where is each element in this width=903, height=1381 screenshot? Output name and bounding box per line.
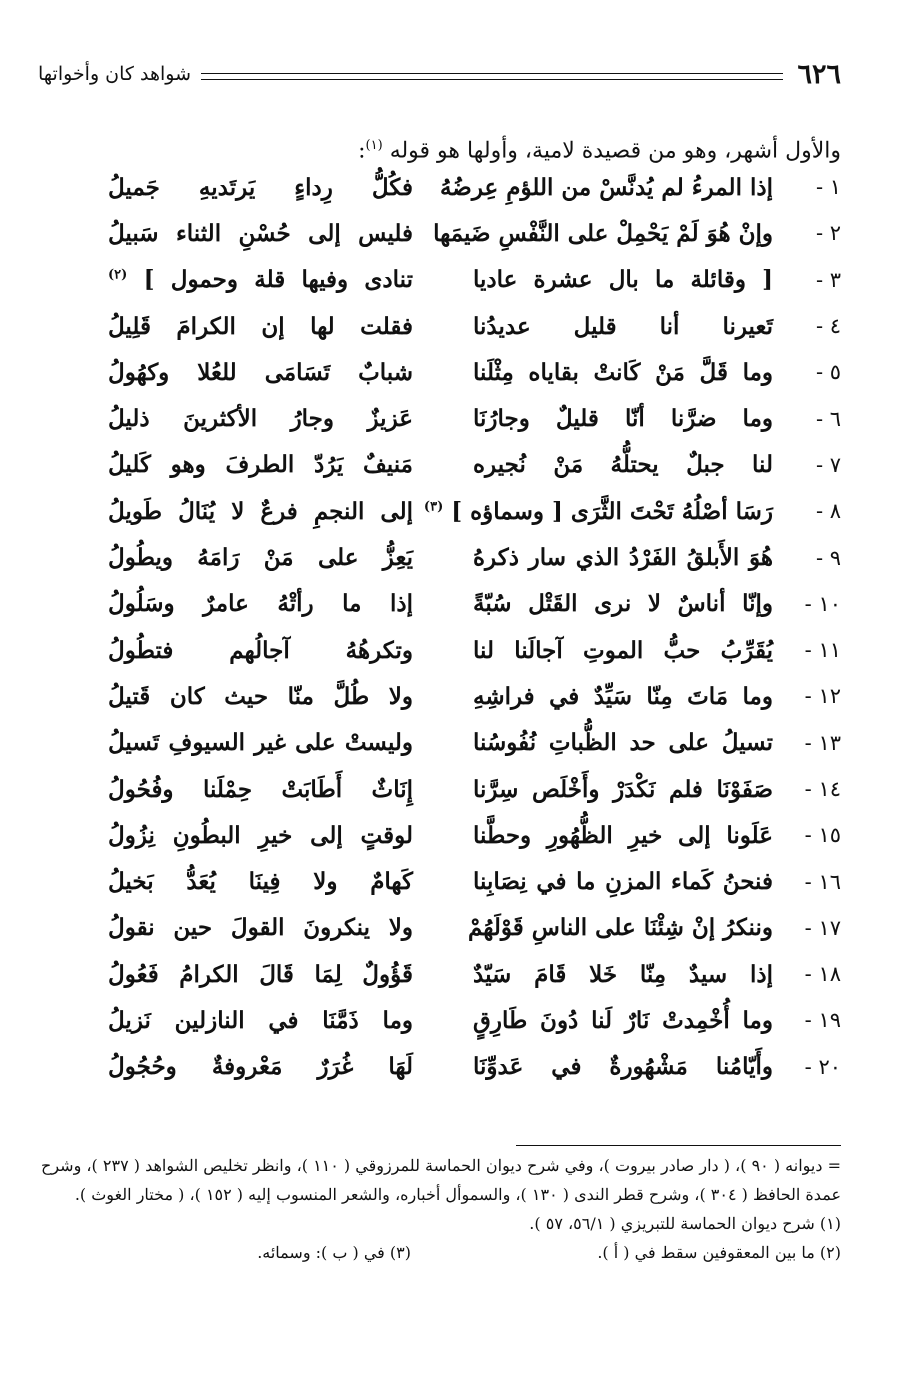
- verse: [38, 766, 841, 812]
- verse: [38, 442, 841, 488]
- verse-second-hemistich: مَنيفٌ يَرُدّ الطرفَ وهو كَليلُ: [108, 451, 413, 479]
- page-number: ٦٢٦: [797, 58, 841, 90]
- poem: [38, 164, 841, 1090]
- verse: [38, 303, 841, 349]
- verse: [38, 627, 841, 673]
- verse: [38, 581, 841, 627]
- verse-second-hemistich: يَعِزُّ على مَنْ رَامَهُ ويطُولُ: [108, 544, 413, 572]
- verse-number: ١٥ -: [804, 823, 841, 848]
- verse-second-hemistich: شبابٌ تَسَامَى للعُلا وكهُولُ: [108, 358, 413, 386]
- verse-second-hemistich: فليس إلى حُسْنِ الثناء سَبيلُ: [108, 219, 413, 247]
- footnotes: [41, 1151, 841, 1267]
- verse-first-hemistich: وإنّا أناسٌ لا نرى القَتْل سُبّةً: [473, 590, 773, 618]
- verse-number: ٧ -: [815, 452, 841, 477]
- verse-number: ١٧ -: [804, 915, 841, 940]
- verse-number: ١٦ -: [804, 869, 841, 894]
- verse: [38, 951, 841, 997]
- footnote-continuation: = ديوانه ( ٩٠ )، ( دار صادر بيروت )، وفي شرح ديوان الحماسة للمرزوقي ( ١١٠ )، وانظر تخليص الشواهد ( ٢٣٧ )، وشرح عمدة الحافظ ( ٣٠٤ )، وشرح قطر الندى ( ١٣٠ )، والسموأل أخباره، والشعر المنسوب إليه ( ١٥٢ )، ( مختار الغوث ).: [41, 1156, 841, 1204]
- verse-first-hemistich: تسيلُ على حد الظُّباتِ نُفُوسُنا: [473, 729, 773, 757]
- verse-first-hemistich: صَفَوْنَا فلم نَكْدَرْ وأَخْلَص سِرَّنا: [473, 775, 773, 803]
- verse-first-hemistich: وما قَلَّ مَنْ كَانتْ بقاياه مِثْلَنا: [473, 358, 773, 386]
- verse: [38, 210, 841, 256]
- verse-number: ٢٠ -: [804, 1054, 841, 1079]
- verse: [38, 720, 841, 766]
- verse-second-hemistich: كَهامٌ ولا فِينَا يُعَدُّ بَخيلُ: [108, 868, 413, 896]
- footnote-separator: [516, 1145, 841, 1146]
- running-title: شواهد كان وأخواتها: [38, 63, 192, 85]
- footnote-ref: (٢): [108, 267, 128, 283]
- verse-number: ١ -: [815, 175, 841, 200]
- verse-first-hemistich: إذا سيدٌ مِنّا خَلا قَامَ سَيّدٌ: [473, 960, 773, 988]
- verse-second-hemistich: وتكرهُهُ آجالُهم فتطُولُ: [108, 636, 413, 664]
- verse-number: ١٢ -: [804, 684, 841, 709]
- intro-text: والأول أشهر، وهو من قصيدة لامية، وأولها هو قوله: [389, 138, 841, 164]
- verse: [38, 812, 841, 858]
- verse-number: ٨ -: [815, 499, 841, 524]
- verse-first-hemistich: وما مَاتَ مِنّا سَيِّدٌ في فراشِهِ: [473, 682, 773, 710]
- verse: [38, 997, 841, 1043]
- footnote-ref: (٣): [423, 499, 444, 515]
- footnote-1: (١) شرح ديوان الحماسة للتبريزي ( ٥٦/١، ٥٧ ).: [529, 1214, 841, 1233]
- footnote-ref: (١): [365, 138, 383, 153]
- verse: [38, 395, 841, 441]
- verse-first-hemistich: هُوَ الأَبلقُ الفَرْدُ الذي سار ذكرهُ: [473, 544, 773, 572]
- verse: [38, 164, 841, 210]
- verse-number: ٤ -: [815, 314, 841, 339]
- verse: [38, 534, 841, 580]
- footnote-row: [41, 1238, 841, 1267]
- verse-second-hemistich: عَزيزٌ وجارُ الأكثرينَ ذليلُ: [108, 405, 413, 433]
- header-double-rule: [201, 73, 783, 80]
- verse-first-hemistich: يُقَرِّبُ حبُّ الموتِ آجالَنا لنا: [473, 636, 773, 664]
- verse-number: ١٩ -: [804, 1008, 841, 1033]
- verse-first-hemistich: وإنْ هُوَ لَمْ يَحْمِلْ على النَّفْسِ ضَيمَها: [433, 219, 773, 247]
- verse: [38, 1044, 841, 1090]
- verse-number: ٥ -: [815, 360, 841, 385]
- verse-second-hemistich: ولا طُلَّ منّا حيث كان قَتيلُ: [108, 682, 413, 710]
- verse-number: ١٤ -: [804, 777, 841, 801]
- verse-first-hemistich: [ وقائلة ما بال عشرة عاديا: [473, 266, 773, 294]
- hemistich-text: تنادى وفيها قلة وحمول ]: [143, 266, 414, 294]
- intro-end: :: [358, 138, 366, 164]
- verse-second-hemistich: لوقتٍ إلى خيرِ البطُونِ نِزُولُ: [108, 821, 413, 849]
- verse-number: ١٨ -: [804, 962, 841, 987]
- verse-second-hemistich: إذا ما رأتْهُ عامرٌ وسَلُولُ: [108, 590, 413, 618]
- verse-number: ٣ -: [815, 267, 841, 292]
- page-header: [38, 54, 841, 94]
- footnote-3: (٣) في ( ب ): وسمائه.: [257, 1243, 411, 1262]
- verse-second-hemistich: لَهَا غُرَرٌ مَعْروفةٌ وحُجُولُ: [108, 1053, 413, 1081]
- verse: [38, 488, 841, 534]
- verse-number: ١٠ -: [804, 591, 841, 616]
- verse-first-hemistich: فنحنُ كَماء المزنِ ما في نِصَابِنا: [473, 868, 773, 896]
- verse-number: ٢ -: [815, 221, 841, 246]
- verse-second-hemistich: وما ذَمَّنَا في النازلين نَزيلُ: [108, 1006, 413, 1034]
- verse-first-hemistich: وننكرُ إنْ شِئْنَا على الناسِ قَوْلَهُمْ: [467, 914, 773, 942]
- verse-first-hemistich: عَلَونا إلى خيرِ الظُّهُورِ وحطَّنا: [473, 821, 773, 849]
- verse-second-hemistich: فقلت لها إن الكرامَ قَلِيلُ: [108, 312, 413, 340]
- verse-second-hemistich: إِنَاثٌ أَطَابَتْ حِمْلَنا وفُحُولُ: [108, 775, 413, 803]
- verse: [38, 257, 841, 303]
- verse-first-hemistich: وما ضرَّنا أنّا قليلٌ وجارُنَا: [473, 405, 773, 433]
- verse-second-hemistich: ولا ينكرونَ القولَ حين نقولُ: [108, 914, 413, 942]
- verse-number: ٩ -: [815, 545, 841, 570]
- verse: [38, 673, 841, 719]
- verse-number: ٦ -: [815, 406, 841, 431]
- verse-first-hemistich: [423, 497, 773, 525]
- verse-second-hemistich: قَؤُولٌ لِمَا قَالَ الكرامُ فَعُولُ: [108, 960, 413, 988]
- verse-first-hemistich: وما أُخْمِدتْ نَارٌ لَنا دُونَ طَارِقٍ: [473, 1006, 773, 1034]
- verse-number: ١٣ -: [804, 730, 841, 755]
- verse: [38, 858, 841, 904]
- verse-second-hemistich: وليستْ على غير السيوفِ تَسيلُ: [108, 729, 413, 757]
- hemistich-text: رَسَا أصْلُهُ تَحْتَ الثَّرَى [ وسماؤه ]: [451, 497, 773, 525]
- verse: [38, 905, 841, 951]
- verse-first-hemistich: إذا المرءُ لم يُدنَّسْ من اللؤمِ عِرضُهُ: [439, 173, 773, 201]
- verse-second-hemistich: فكُلُّ رِداءٍ يَرتَديهِ جَميلُ: [108, 173, 413, 201]
- verse-first-hemistich: لنا جبلٌ يحتلُّهُ مَنْ نُجيره: [473, 451, 773, 479]
- verse-second-hemistich: إلى النجمِ فرعٌ لا يُنَالُ طَويلُ: [108, 497, 413, 525]
- verse-second-hemistich: [108, 266, 413, 293]
- verse-first-hemistich: تَعيرنا أنا قليل عديدُنا: [473, 312, 773, 340]
- verse: [38, 349, 841, 395]
- verse-number: ١١ -: [804, 638, 841, 663]
- footnote-2: (٢) ما بين المعقوفين سقط في ( أ ).: [597, 1243, 841, 1262]
- verse-first-hemistich: وأَيّامُنا مَشْهُورةٌ في عَدوِّنَا: [473, 1053, 773, 1081]
